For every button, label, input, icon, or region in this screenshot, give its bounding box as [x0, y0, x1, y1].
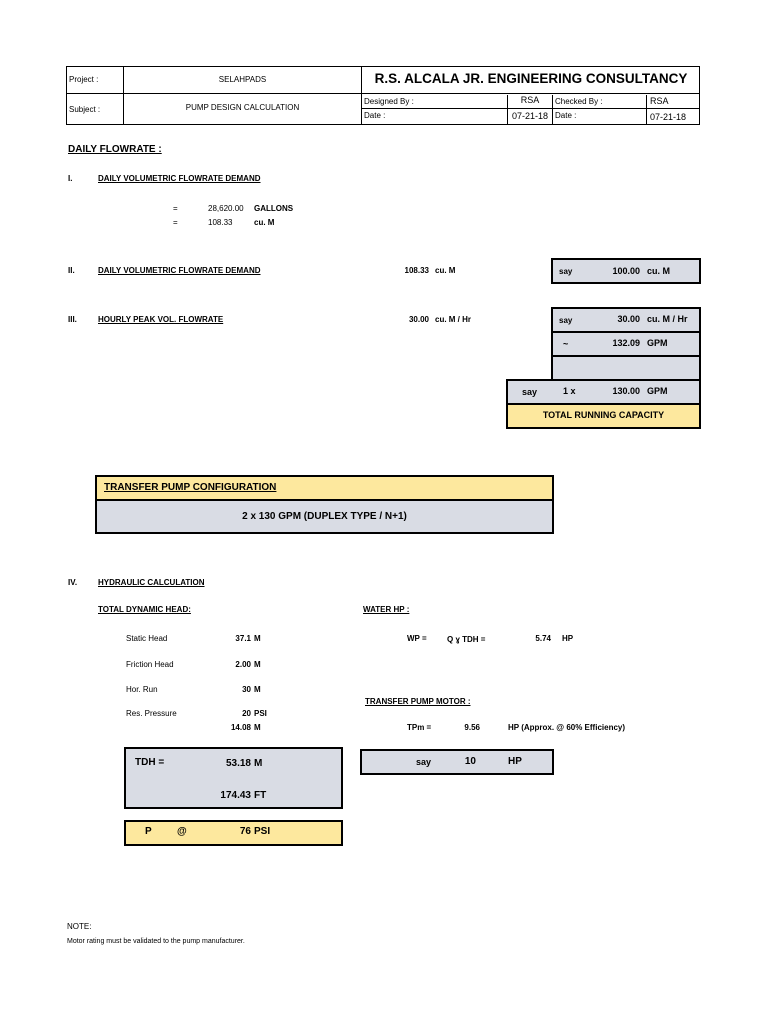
- checked-by-value: RSA: [650, 96, 669, 106]
- note-text: Motor rating must be validated to the pump manufacturer.: [67, 938, 245, 945]
- divider: [646, 95, 647, 125]
- res-pressure-m-value: 14.08: [230, 723, 251, 732]
- motor-say-unit: HP: [508, 756, 522, 767]
- wp-value: 5.74: [535, 634, 551, 643]
- friction-head-value: 2.00: [235, 660, 251, 669]
- tdh-m-unit: M: [254, 758, 263, 769]
- project-value: SELAHPADS: [218, 75, 267, 84]
- section-title: DAILY VOLUMETRIC FLOWRATE DEMAND: [98, 174, 261, 183]
- tpm-value: 9.56: [464, 723, 480, 732]
- res-pressure-m-unit: M: [254, 723, 261, 732]
- gpm-unit: GPM: [647, 338, 668, 348]
- friction-head-label: Friction Head: [126, 660, 174, 669]
- tpm-label: TPm =: [407, 723, 432, 732]
- say-label: say: [559, 267, 573, 276]
- section-title: HOURLY PEAK VOL. FLOWRATE: [98, 315, 224, 324]
- section-number: II.: [68, 266, 75, 275]
- note-label: NOTE:: [67, 922, 92, 931]
- daily-demand-value: 108.33: [404, 266, 429, 275]
- say-label: say: [559, 316, 573, 325]
- designed-by-value: RSA: [520, 95, 540, 105]
- section-number: IV.: [68, 578, 78, 587]
- equals-sign: =: [173, 204, 178, 213]
- tdh-heading: TOTAL DYNAMIC HEAD:: [98, 605, 191, 614]
- wp-label: WP =: [407, 634, 427, 643]
- res-pressure-label: Res. Pressure: [126, 709, 177, 718]
- checked-by-label: Checked By :: [555, 97, 603, 106]
- configuration-value: 2 x 130 GPM (DUPLEX TYPE / N+1): [242, 511, 407, 522]
- section-number: III.: [68, 315, 77, 324]
- divider: [552, 331, 700, 333]
- total-running-capacity-label: TOTAL RUNNING CAPACITY: [542, 410, 665, 420]
- static-head-label: Static Head: [126, 634, 168, 643]
- tpm-unit: HP (Approx. @ 60% Efficiency): [508, 723, 626, 732]
- res-pressure-value: 20: [242, 709, 251, 718]
- company-name: R.S. ALCALA JR. ENGINEERING CONSULTANCY: [374, 71, 688, 86]
- divider: [66, 93, 700, 94]
- divider: [552, 355, 700, 357]
- date-value: 07-21-18: [650, 112, 687, 122]
- configuration-title: TRANSFER PUMP CONFIGURATION: [104, 482, 277, 493]
- date-label: Date :: [364, 111, 386, 120]
- gallons-value: 28,620.00: [208, 204, 244, 213]
- wp-formula: Q ɣ TDH =: [447, 635, 486, 644]
- pressure-at: @: [177, 826, 187, 837]
- approx-sign: ~: [563, 339, 569, 349]
- subject-label: Subject :: [69, 105, 101, 114]
- section-title: HYDRAULIC CALCULATION: [98, 578, 205, 587]
- motor-heading: TRANSFER PUMP MOTOR :: [365, 697, 471, 706]
- static-head-unit: M: [254, 634, 261, 643]
- designed-by-label: Designed By :: [364, 97, 414, 106]
- divider: [361, 108, 700, 109]
- hor-run-unit: M: [254, 685, 261, 694]
- motor-say-value: 10: [464, 756, 476, 767]
- date-label: Date :: [555, 111, 577, 120]
- hourly-peak-unit: cu. M / Hr: [435, 315, 472, 324]
- static-head-value: 37.1: [235, 634, 251, 643]
- wp-unit: HP: [562, 634, 574, 643]
- daily-demand-say-value: 100.00: [612, 266, 640, 276]
- pressure-unit: PSI: [254, 826, 271, 837]
- say-label: say: [416, 757, 432, 767]
- say-label: say: [522, 387, 538, 397]
- tdh-label: TDH =: [135, 757, 165, 768]
- hourly-say-value: 30.00: [617, 314, 640, 324]
- section-title: DAILY VOLUMETRIC FLOWRATE DEMAND: [98, 266, 261, 275]
- gpm-value: 132.09: [612, 338, 640, 348]
- pressure-label: P: [145, 826, 152, 837]
- project-label: Project :: [69, 75, 99, 84]
- pump-capacity-value: 130.00: [612, 386, 640, 396]
- section-number: I.: [68, 174, 73, 183]
- water-hp-heading: WATER HP :: [363, 605, 410, 614]
- pump-capacity-unit: GPM: [647, 386, 668, 396]
- daily-flowrate-heading: DAILY FLOWRATE :: [68, 144, 162, 155]
- friction-head-unit: M: [254, 660, 261, 669]
- tdh-ft-value: 174.43: [220, 790, 251, 801]
- date-value: 07-21-18: [511, 111, 549, 121]
- hor-run-value: 30: [242, 685, 251, 694]
- gallons-unit: GALLONS: [254, 204, 294, 213]
- equals-sign: =: [173, 218, 178, 227]
- daily-demand-unit: cu. M: [435, 266, 456, 275]
- subject-value: PUMP DESIGN CALCULATION: [185, 103, 300, 112]
- cubic-m-unit: cu. M: [254, 218, 275, 227]
- cubic-m-value: 108.33: [208, 218, 233, 227]
- hor-run-label: Hor. Run: [126, 685, 158, 694]
- pump-count: 1 x: [563, 386, 576, 396]
- divider: [552, 95, 553, 125]
- tdh-ft-unit: FT: [254, 790, 267, 801]
- tdh-m-value: 53.18: [225, 758, 251, 769]
- daily-demand-say-unit: cu. M: [647, 266, 671, 276]
- hourly-peak-value: 30.00: [408, 315, 429, 324]
- hourly-say-unit: cu. M / Hr: [647, 314, 688, 324]
- res-pressure-unit: PSI: [254, 709, 267, 718]
- pressure-value: 76: [239, 826, 251, 837]
